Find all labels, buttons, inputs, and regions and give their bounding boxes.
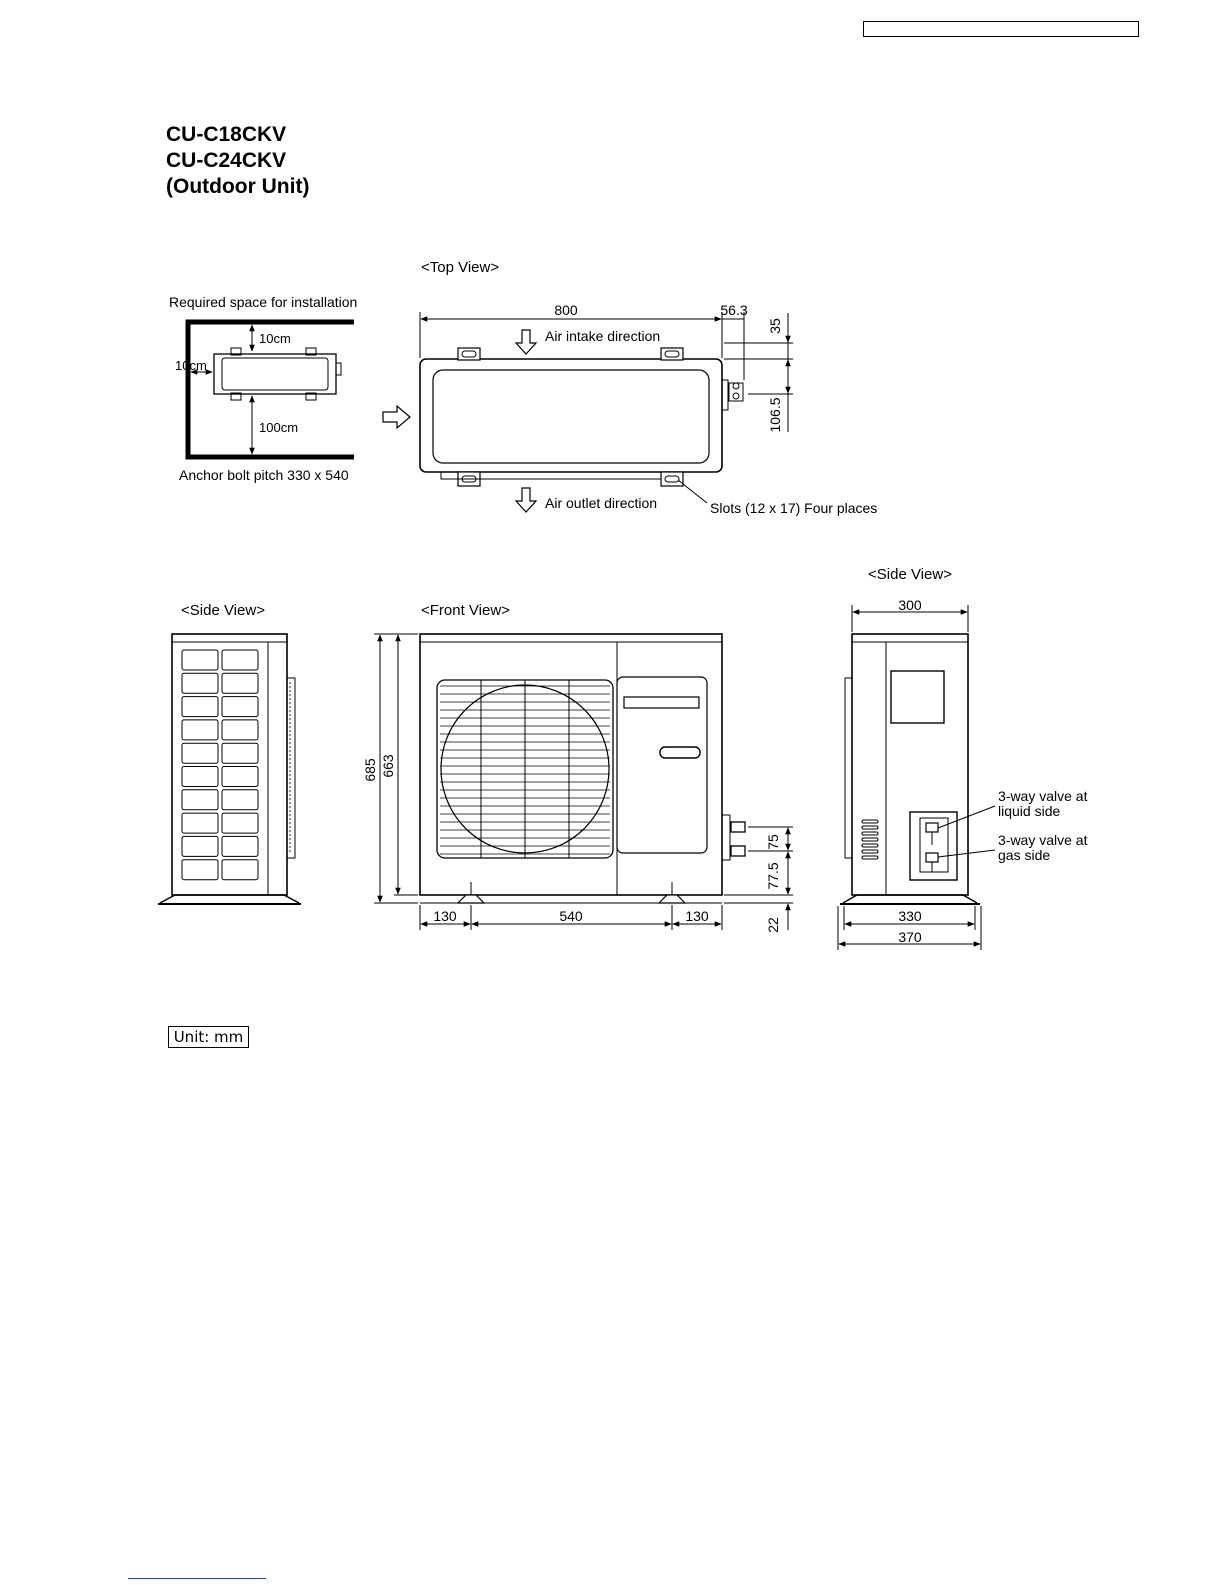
top-dim-106-5: 106.5	[767, 397, 783, 433]
liquid-valve-icon	[926, 823, 938, 832]
gas-valve-label-1: 3-way valve at	[998, 832, 1088, 848]
front-dim-663: 663	[380, 754, 396, 778]
install-anchor-pitch: Anchor bolt pitch 330 x 540	[179, 467, 349, 483]
install-unit-outline	[214, 354, 336, 394]
gas-valve-icon	[926, 853, 938, 862]
title-unit-type: (Outdoor Unit)	[166, 175, 310, 198]
air-outlet-label: Air outlet direction	[545, 495, 658, 511]
air-intake-label: Air intake direction	[545, 328, 661, 344]
gas-valve-label-2: gas side	[998, 847, 1051, 863]
front-dim-540: 540	[559, 908, 583, 924]
top-view	[383, 259, 877, 516]
front-dim-22: 22	[765, 917, 781, 933]
front-dim-685: 685	[362, 758, 378, 782]
unit-label: Unit: mm	[168, 1026, 249, 1048]
air-outlet-arrow-icon	[516, 488, 536, 512]
slots-label: Slots (12 x 17) Four places	[710, 500, 878, 516]
installation-space-diagram	[169, 294, 357, 483]
side-view-left	[158, 602, 301, 904]
install-gap-side: 10cm	[175, 358, 207, 373]
install-heading: Required space for installation	[169, 294, 358, 310]
front-view	[362, 602, 793, 933]
top-valves	[729, 383, 743, 401]
front-view-heading: <Front View>	[421, 602, 510, 619]
side-view-left-heading: <Side View>	[181, 602, 265, 619]
top-view-heading: <Top View>	[421, 259, 500, 276]
install-gap-front: 100cm	[259, 420, 299, 435]
footer-link-underline	[128, 1578, 266, 1579]
front-gas-valve	[731, 846, 745, 856]
front-dim-130-right: 130	[685, 908, 709, 924]
front-liquid-valve	[731, 822, 745, 832]
top-unit-body	[420, 359, 722, 472]
side-view-right-heading: <Side View>	[868, 566, 952, 583]
install-gap-top: 10cm	[259, 331, 291, 346]
title-model-1: CU-C18CKV	[166, 123, 287, 146]
side-view-right	[838, 566, 1088, 950]
side-dim-330: 330	[898, 908, 922, 924]
front-dim-77-5: 77.5	[765, 862, 781, 890]
top-dim-valve-offset: 56.3	[720, 302, 748, 318]
side-dim-370: 370	[898, 929, 922, 945]
side-air-arrow-icon	[383, 406, 410, 428]
side-dim-300: 300	[898, 597, 922, 613]
front-unit-body	[420, 634, 722, 895]
top-dim-width: 800	[554, 302, 578, 318]
liquid-valve-label-1: 3-way valve at	[998, 788, 1088, 804]
top-dim-35: 35	[767, 318, 783, 334]
liquid-valve-label-2: liquid side	[998, 803, 1061, 819]
title-model-2: CU-C24CKV	[166, 149, 287, 172]
air-intake-arrow-icon	[516, 330, 536, 354]
front-dim-130-left: 130	[433, 908, 457, 924]
front-dim-75: 75	[765, 834, 781, 850]
